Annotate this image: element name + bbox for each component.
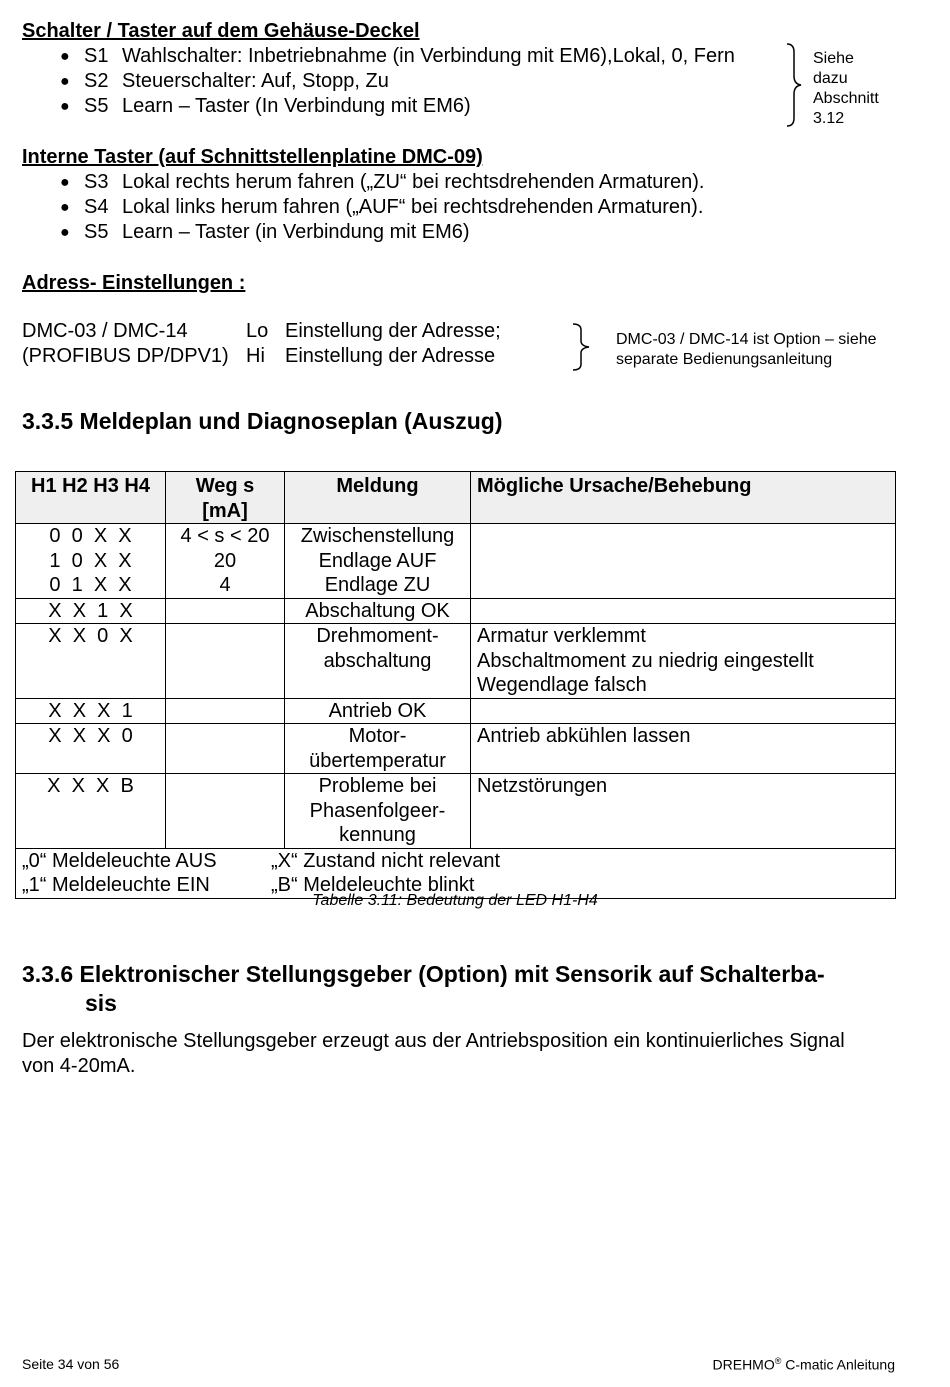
cell-line: übertemperatur <box>309 749 446 772</box>
cell-meldung <box>285 524 471 599</box>
switch-lo-label: Lo <box>246 320 269 342</box>
cell-line: X X 0 X <box>48 625 133 647</box>
cell-line: Netzstörungen <box>477 775 608 797</box>
cell-line: X X X 0 <box>48 725 133 747</box>
internal-buttons-list <box>60 170 780 245</box>
address-heading: Adress- Einstellungen : <box>22 272 246 294</box>
table-caption: Tabelle 3.11: Bedeutung der LED H1-H4 <box>312 892 598 909</box>
list-item <box>60 195 780 220</box>
cell-meldung <box>285 774 471 849</box>
cell-weg <box>166 524 285 599</box>
cell-leds <box>16 524 166 599</box>
table-header-row <box>16 472 896 524</box>
section-3-3-6-body <box>22 1029 845 1079</box>
body-line: Der elektronische Stellungsgeber erzeugt aus der Antriebsposition ein kontinuierliches Signal <box>22 1030 845 1052</box>
table-row <box>16 774 896 849</box>
cell-weg <box>166 624 285 699</box>
item-code: S3 <box>84 171 109 193</box>
legend-line <box>22 849 895 874</box>
cell-meldung <box>285 598 471 624</box>
see-section-note <box>813 49 879 129</box>
header-weg-line: Weg s <box>195 475 255 497</box>
cell-weg <box>166 698 285 724</box>
device-label: (PROFIBUS DP/DPV1) <box>22 345 229 367</box>
registered-mark: ® <box>774 1356 782 1366</box>
option-note <box>616 330 877 370</box>
legend-item: „0“ Meldeleuchte AUS <box>22 849 217 872</box>
legend-item: „1“ Meldeleuchte EIN <box>22 874 210 896</box>
cell-leds <box>16 724 166 774</box>
list-item <box>60 94 780 119</box>
header-ursache: Mögliche Ursache/Behebung <box>471 472 896 524</box>
led-meaning-table <box>15 471 896 899</box>
cell-line: Armatur verklemmt <box>477 625 646 647</box>
bullet-icon: ● <box>60 48 70 65</box>
right-brace-icon <box>784 42 804 128</box>
cell-ursache <box>471 524 896 599</box>
cell-line: X X X 1 <box>48 699 133 722</box>
cell-line: 4 < s < 20 <box>180 525 270 547</box>
cell-ursache <box>471 624 896 699</box>
bullet-icon: ● <box>60 73 70 90</box>
item-code: S5 <box>84 95 109 117</box>
note-line: separate Bedienungsanleitung <box>616 351 833 368</box>
table-row <box>16 724 896 774</box>
internal-buttons-heading: Interne Taster (auf Schnittstellenplatine DMC-09) <box>22 146 483 168</box>
legend-item: „X“ Zustand nicht relevant <box>271 849 500 872</box>
item-code: S1 <box>84 45 109 67</box>
item-text: Learn – Taster (in Verbindung mit EM6) <box>122 221 470 243</box>
cell-line: 4 <box>219 574 231 596</box>
cell-line: Abschaltmoment zu niedrig eingestellt <box>477 649 814 672</box>
cell-weg <box>166 724 285 774</box>
header-leds: H1 H2 H3 H4 <box>16 472 166 524</box>
list-item <box>60 220 780 245</box>
note-line: Siehe <box>813 50 854 67</box>
cell-leds <box>16 598 166 624</box>
cell-leds <box>16 624 166 699</box>
cell-meldung <box>285 624 471 699</box>
cell-line: Endlage ZU <box>324 574 431 596</box>
cell-line: 0 0 X X <box>49 525 132 547</box>
list-item <box>60 170 780 195</box>
header-weg-unit: [mA] <box>202 499 248 522</box>
item-code: S2 <box>84 70 109 92</box>
cell-line: Antrieb OK <box>328 699 427 722</box>
item-code: S5 <box>84 221 109 243</box>
cell-line: Zwischenstellung <box>300 525 455 547</box>
cell-line: 0 1 X X <box>49 574 132 596</box>
cell-ursache <box>471 774 896 849</box>
cell-ursache <box>471 724 896 774</box>
device-label: DMC-03 / DMC-14 <box>22 320 188 342</box>
address-row-1 <box>22 319 188 344</box>
cell-line: 20 <box>213 549 237 572</box>
address-desc: Einstellung der Adresse <box>285 345 496 367</box>
item-text: Learn – Taster (In Verbindung mit EM6) <box>122 95 471 117</box>
cell-line: Abschaltung OK <box>305 599 450 622</box>
table-row <box>16 698 896 724</box>
product-name: C-matic Anleitung <box>781 1356 895 1373</box>
legend-row <box>16 848 896 898</box>
footer-product <box>713 1356 895 1373</box>
note-line: Abschnitt <box>813 90 879 107</box>
item-text: Lokal rechts herum fahren („ZU“ bei rechtsdrehenden Armaturen). <box>122 171 705 193</box>
cell-meldung <box>285 698 471 724</box>
cell-leds <box>16 774 166 849</box>
cell-line: Motor- <box>348 725 407 747</box>
cell-meldung <box>285 724 471 774</box>
table-row <box>16 624 896 699</box>
body-line: von 4-20mA. <box>22 1055 136 1077</box>
item-text: Lokal links herum fahren („AUF“ bei rechtsdrehenden Armaturen). <box>122 196 704 218</box>
cell-line: Wegendlage falsch <box>477 674 647 696</box>
cell-line: Probleme bei <box>318 775 437 797</box>
cell-line: Phasenfolgeer- <box>309 799 446 822</box>
cell-line: X X X B <box>47 775 134 797</box>
cell-line: abschaltung <box>323 649 432 672</box>
note-line: 3.12 <box>813 110 845 127</box>
section-3-3-6-title-cont: sis <box>85 990 117 1016</box>
cell-line: Drehmoment- <box>316 625 439 647</box>
switch-hi-label: Hi <box>246 345 265 367</box>
header-weg <box>166 472 285 524</box>
cell-ursache <box>471 598 896 624</box>
page-number: Seite 34 von 56 <box>22 1356 120 1372</box>
bullet-icon: ● <box>60 224 70 241</box>
note-line: dazu <box>813 70 848 87</box>
section-3-3-6-title: 3.3.6 Elektronischer Stellungsgeber (Option) mit Sensorik auf Schalterba- <box>22 961 825 987</box>
cell-line: 1 0 X X <box>49 549 132 572</box>
list-item <box>60 44 780 69</box>
table-row <box>16 524 896 599</box>
legend-item: „B“ Meldeleuchte blinkt <box>271 874 475 896</box>
item-code: S4 <box>84 196 109 218</box>
cell-leds <box>16 698 166 724</box>
item-text: Steuerschalter: Auf, Stopp, Zu <box>122 70 389 92</box>
cell-weg <box>166 598 285 624</box>
table-row <box>16 598 896 624</box>
cell-line: Endlage AUF <box>318 549 437 572</box>
address-desc: Einstellung der Adresse; <box>285 320 501 342</box>
item-text: Wahlschalter: Inbetriebnahme (in Verbindung mit EM6),Lokal, 0, Fern <box>122 45 735 67</box>
switches-list <box>60 44 780 119</box>
bullet-icon: ● <box>60 174 70 191</box>
note-line: DMC-03 / DMC-14 ist Option – siehe <box>616 331 877 348</box>
right-brace-icon <box>570 322 592 372</box>
cell-line: kennung <box>339 824 416 846</box>
bullet-icon: ● <box>60 98 70 115</box>
bullet-icon: ● <box>60 199 70 216</box>
cell-ursache <box>471 698 896 724</box>
cell-line: Antrieb abkühlen lassen <box>477 725 691 747</box>
legend-cell <box>16 848 896 898</box>
switches-heading: Schalter / Taster auf dem Gehäuse-Deckel <box>22 20 420 42</box>
cell-line: X X 1 X <box>48 599 133 622</box>
brand-name: DREHMO <box>712 1356 775 1373</box>
list-item <box>60 69 780 94</box>
cell-weg <box>166 774 285 849</box>
section-3-3-5-title: 3.3.5 Meldeplan und Diagnoseplan (Auszug) <box>22 408 503 434</box>
header-meldung: Meldung <box>285 472 471 524</box>
